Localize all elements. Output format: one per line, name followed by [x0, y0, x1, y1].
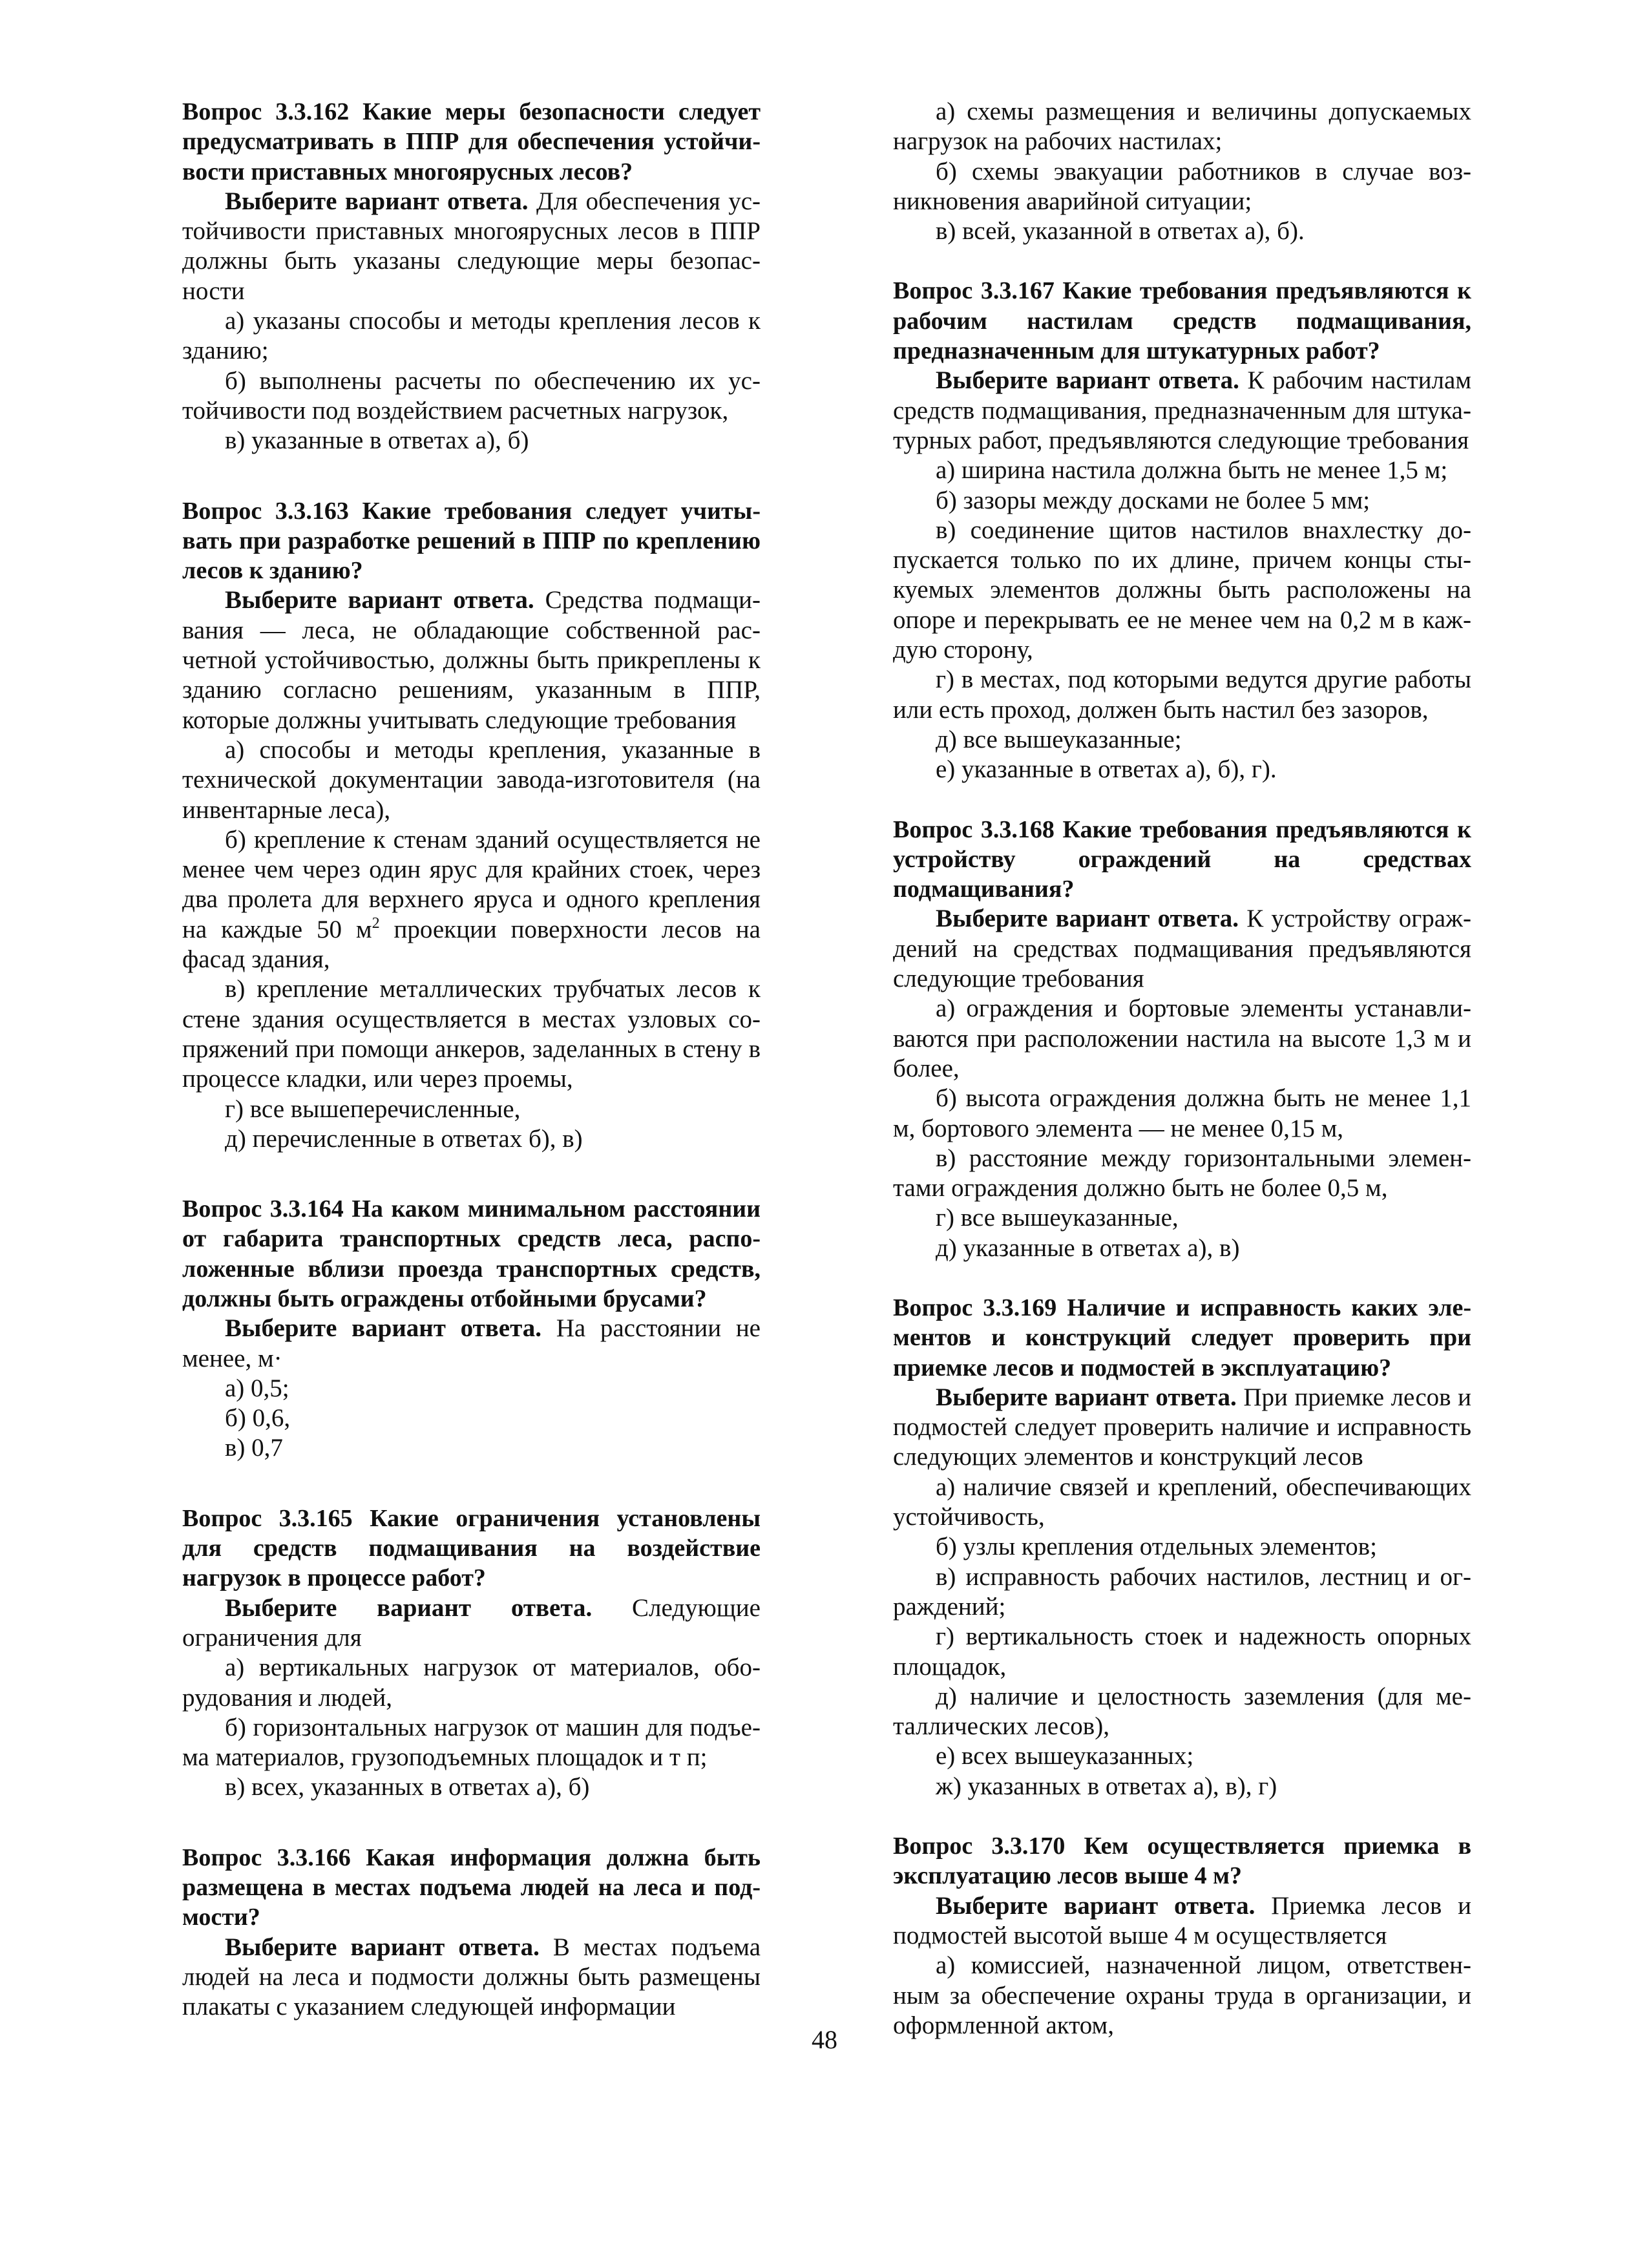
question-intro	[182, 585, 761, 735]
answer-option: а) наличие связей и креплений, обеспечивающих устойчивость,	[893, 1473, 1471, 1531]
question-intro	[893, 904, 1471, 994]
answer-prompt: Выберите вариант ответа.	[225, 1593, 593, 1622]
answer-option-tail: проекции поверхности лесов на фасад здания,	[182, 915, 761, 974]
answer-prompt: Выберите вариант ответа.	[225, 586, 534, 614]
question-title: Вопрос 3.3.168 Какие требования предъявляются к устройству ограждений на средствах подмащивания?	[893, 815, 1471, 903]
page-number: 48	[812, 2025, 837, 2054]
answer-option: в) соединение щитов настилов внахлестку допускается только по их длине, причем концы стыкуемых элементов должны быть расположены на опоре и перекрывать ее не менее чем на 0,2 м в каждую сторону,	[893, 516, 1471, 664]
answer-option: г) все вышеуказанные,	[936, 1204, 1179, 1232]
answer-option: а) ширина настила должна быть не менее 1,5 м;	[936, 456, 1448, 485]
answer-option: а) способы и методы крепления, указанные в технической документации завода-изготовителя (на инвентарные леса),	[182, 735, 761, 824]
question-title: Вопрос 3.3.170 Кем осуществляется приемка в эксплуатацию лесов выше 4 м?	[893, 1832, 1471, 1890]
answer-option: б) горизонтальных нагрузок от машин для подъема материалов, грузоподъемных площадок и т п;	[182, 1713, 761, 1772]
question-intro	[893, 1891, 1471, 1951]
question-intro	[182, 187, 761, 306]
answer-prompt: Выберите вариант ответа.	[936, 1891, 1255, 1920]
answer-option: а) вертикальных нагрузок от материалов, оборудования и людей,	[182, 1654, 761, 1712]
question-title: Вопрос 3.3.164 На каком минимальном расстоянии от габарита транспортных средств леса, расположенные вблизи проезда транспортных средств, должны быть ограждены отбойными брусами?	[182, 1195, 761, 1312]
question-intro-text: К устройству ограждений на средствах подмащивания предъявляются следующие требования	[893, 905, 1472, 993]
answer-option: д) все вышеуказанные;	[936, 725, 1182, 753]
answer-option: в) 0,7	[225, 1434, 283, 1462]
question-title: Вопрос 3.3.165 Какие ограничения установлены для средств подмащивания на воздействие нагрузок в процессе работ?	[182, 1504, 761, 1592]
answer-option: б) узлы крепления отдельных элементов;	[936, 1533, 1377, 1561]
question-separator	[182, 456, 761, 496]
answer-prompt: Выберите вариант ответа.	[936, 905, 1239, 933]
answer-prompt: Выберите вариант ответа.	[225, 1314, 542, 1343]
answer-option: г) в местах, под которыми ведутся другие работы или есть проход, должен быть настил без зазоров,	[893, 666, 1471, 724]
answer-option: д) наличие и целостность заземления (для металлических лесов),	[893, 1682, 1471, 1741]
answer-option: б) высота ограждения должна быть не менее 1,1 м, бортового элемента — не менее 0,15 м,	[893, 1084, 1471, 1142]
answer-option: а) 0,5;	[225, 1374, 289, 1402]
answer-option: в) указанные в ответах а), б)	[225, 426, 529, 455]
question-intro-text: В местах подъема людей на леса и подмости должны быть размещены плакаты с указанием следующей информации	[182, 1933, 761, 2021]
answer-prompt: Выберите вариант ответа.	[225, 187, 529, 215]
question-title: Вопрос 3.3.169 Наличие и исправность каких элементов и конструкций следует проверить при приемке лесов и подмостей в эксплуатацию?	[893, 1294, 1471, 1381]
question-intro-text: Средства подмащивания — леса, не обладающие собственной расчетной устойчивостью, должны быть прикреплены к зданию согласно решениям, указанным в ППР, которые должны учитывать следующие требования	[182, 586, 761, 734]
question-intro	[893, 1383, 1471, 1473]
left-column	[182, 97, 761, 2022]
question-title: Вопрос 3.3.162 Какие меры безопасности следует предусматривать в ППР для обеспечения устойчивости приставных многоярусных лесов?	[182, 98, 761, 185]
answer-option: в) всех, указанных в ответах а), б)	[225, 1773, 590, 1801]
question-separator	[182, 1154, 761, 1194]
question-intro	[182, 1593, 761, 1654]
question-title: Вопрос 3.3.167 Какие требования предъявляются к рабочим настилам средств подмащивания, предназначенным для штукатурных работ?	[893, 277, 1471, 365]
question-intro	[893, 366, 1471, 456]
question-intro-text: На расстоянии не менее, м·	[182, 1314, 761, 1372]
answer-option: а) ограждения и бортовые элементы устанавливаются при расположении настила на высоте 1,3 м и более,	[893, 994, 1471, 1082]
question-intro-text: Для обеспечения устойчивости приставных многоярусных лесов в ППР должны быть указаны следующие меры безопасности	[182, 187, 761, 305]
question-separator	[893, 785, 1471, 815]
question-title: Вопрос 3.3.163 Какие требования следует учитывать при разработке решений в ППР по креплению лесов к зданию?	[182, 497, 761, 585]
question-intro-text: Приемка лесов и подмостей высотой выше 4 м осуществляется	[893, 1891, 1471, 1949]
question-separator	[182, 1464, 761, 1504]
answer-option: в) всей, указанной в ответах а), б).	[936, 217, 1305, 246]
answer-option: а) указаны способы и методы крепления лесов к зданию;	[182, 307, 761, 365]
superscript: 2	[372, 914, 380, 932]
answer-option: д) указанные в ответах а), в)	[936, 1234, 1240, 1262]
question-intro	[182, 1933, 761, 2022]
question-title: Вопрос 3.3.166 Какая информация должна быть размещена в местах подъема людей на леса и подмости?	[182, 1843, 761, 1931]
answer-prompt: Выберите вариант ответа.	[936, 366, 1239, 395]
answer-option: б) 0,6,	[225, 1404, 291, 1433]
answer-option: в) крепление металлических трубчатых лесов к стене здания осуществляется в местах узловых сопряжений при помощи анкеров, заделанных в стену в процессе кладки, или через проемы,	[182, 975, 761, 1093]
question-separator	[893, 1801, 1471, 1831]
answer-option: в) исправность рабочих настилов, лестниц и ограждений;	[893, 1562, 1471, 1621]
answer-option: е) всех вышеуказанных;	[936, 1742, 1194, 1770]
answer-option: б) схемы эвакуации работников в случае возникновения аварийной ситуации;	[893, 157, 1471, 215]
question-separator	[893, 246, 1471, 276]
question-intro-text: Следующие ограничения для	[182, 1593, 761, 1652]
question-separator	[182, 1803, 761, 1843]
answer-option: ж) указанных в ответах а), в), г)	[936, 1772, 1277, 1800]
answer-option: е) указанные в ответах а), б), г).	[936, 755, 1277, 784]
answer-option: б) выполнены расчеты по обеспечению их устойчивости под воздействием расчетных нагрузок,	[182, 366, 761, 425]
right-column	[893, 97, 1471, 2041]
answer-option: а) схемы размещения и величины допускаемых нагрузок на рабочих настилах;	[893, 98, 1471, 156]
answer-prompt: Выберите вариант ответа.	[225, 1933, 540, 1961]
answer-option: г) все вышеперечисленные,	[225, 1095, 521, 1123]
answer-option: д) перечисленные в ответах б), в)	[225, 1124, 583, 1153]
question-intro-text: К рабочим настилам средств подмащивания, предназначенным для штукатурных работ, предъявляются следующие требования	[893, 366, 1471, 454]
answer-option: б) зазоры между досками не более 5 мм;	[936, 486, 1371, 514]
answer-option-text: б) крепление к стенам зданий осуществляется не менее чем через один ярус для крайних стоек, через два пролета для верхнего яруса и одного крепления на каждые 50 м	[182, 825, 761, 943]
question-intro-text: При приемке лесов и подмостей следует проверить наличие и исправность следующих элементов и конструкций лесов	[893, 1383, 1471, 1471]
question-intro	[182, 1314, 761, 1374]
answer-option: а) комиссией, назначенной лицом, ответственным за обеспечение охраны труда в организации, и оформленной актом,	[893, 1951, 1471, 2039]
answer-option	[182, 825, 761, 974]
answer-option: в) расстояние между горизонтальными элементами ограждения должно быть не более 0,5 м,	[893, 1144, 1471, 1202]
answer-prompt: Выберите вариант ответа.	[936, 1383, 1237, 1411]
question-separator	[893, 1263, 1471, 1293]
answer-option: г) вертикальность стоек и надежность опорных площадок,	[893, 1622, 1471, 1681]
